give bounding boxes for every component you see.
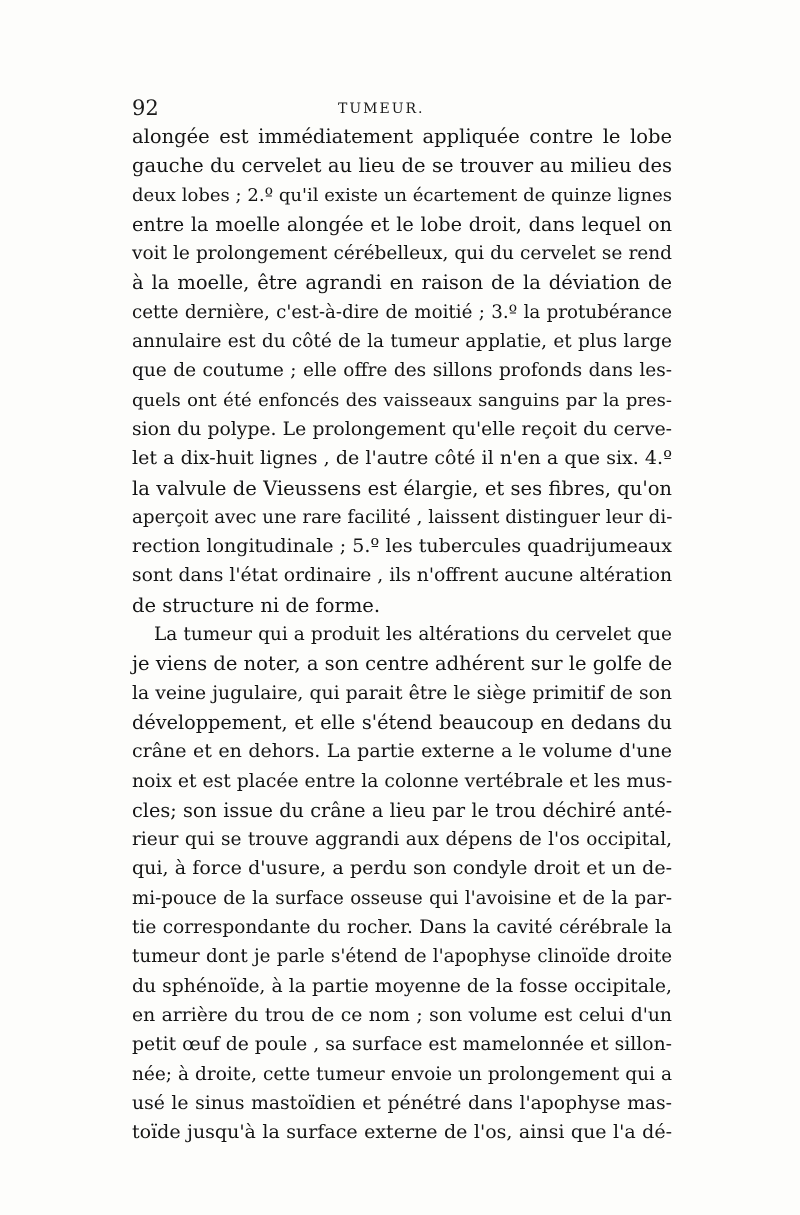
text-line: noix et est placée entre la colonne vertébrale et les mus- — [132, 770, 673, 792]
paragraph-start-line: La tumeur qui a produit les altérations du cervelet que — [154, 624, 672, 646]
page-number: 92 — [132, 96, 159, 120]
text-line: crâne et en dehors. La partie externe a le volume d'une — [132, 740, 672, 763]
text-line: usé le sinus mastoïdien et pénétré dans l'apophyse mas- — [132, 1092, 672, 1114]
text-line: alongée est immédiatement appliquée contre le lobe — [132, 125, 672, 148]
text-line: toïde jusqu'à la surface externe de l'os, ainsi que l'a dé- — [132, 1121, 672, 1144]
text-line: rieur qui se trouve aggrandi aux dépens de l'os occipital, — [132, 829, 672, 851]
text-line: mi-pouce de la surface osseuse qui l'avoisine et de la par- — [132, 887, 672, 909]
text-line: petit œuf de poule , sa surface est mamelonnée et sillon- — [132, 1034, 672, 1056]
text-line: deux lobes ; 2.º qu'il existe un écartement de quinze lignes — [132, 184, 672, 206]
text-line: voit le prolongement cérébelleux, qui du cervelet se rend — [132, 243, 672, 265]
text-line: à la moelle, être agrandi en raison de la déviation de — [132, 271, 672, 295]
text-line: gauche du cervelet au lieu de se trouver au milieu des — [132, 154, 672, 178]
text-line: aperçoit avec une rare facilité , laissent distinguer leur di- — [132, 506, 673, 528]
text-line: sont dans l'état ordinaire , ils n'offrent aucune altération — [132, 565, 673, 587]
page-header — [132, 96, 672, 120]
text-line: du sphénoïde, à la partie moyenne de la fosse occipitale, — [132, 975, 672, 997]
text-line: développement, et elle s'étend beaucoup en dedans du — [132, 710, 672, 734]
text-line: en arrière du trou de ce nom ; son volume est celui d'un — [132, 1004, 672, 1026]
text-line: rection longitudinale ; 5.º les tubercules quadrijumeaux — [132, 535, 672, 558]
text-line: let a dix-huit lignes , de l'autre côté il n'en a que six. 4.º — [132, 447, 672, 470]
text-line: qui, à force d'usure, a perdu son condyle droit et un de- — [132, 857, 672, 880]
text-line: annulaire est du côté de la tumeur applatie, et plus large — [132, 331, 672, 353]
text-line: sion du polype. Le prolongement qu'elle reçoit du cerve- — [132, 418, 672, 440]
text-line: quels ont été enfoncés des vaisseaux sanguins par la pres- — [132, 389, 672, 411]
text-line: tumeur dont je parle s'étend de l'apophyse clinoïde droite — [132, 946, 672, 968]
paragraph-end-line: de structure ni de forme. — [132, 593, 381, 617]
text-line: tie correspondante du rocher. Dans la cavité cérébrale la — [132, 917, 672, 939]
text-line: la veine jugulaire, qui parait être le siège primitif de son — [132, 682, 672, 704]
text-line: la valvule de Vieussens est élargie, et ses fibres, qu'on — [132, 476, 672, 500]
text-line: entre la moelle alongée et le lobe droit, dans lequel on — [132, 212, 672, 236]
text-line: née; à droite, cette tumeur envoie un prolongement qui a — [132, 1063, 672, 1085]
text-line: que de coutume ; elle offre des sillons profonds dans les- — [132, 360, 672, 382]
text-line: cette dernière, c'est-à-dire de moitié ; 3.º la protubérance — [132, 301, 672, 323]
body-text — [132, 122, 672, 1147]
text-line: cles; son issue du crâne a lieu par le trou déchiré anté- — [132, 798, 672, 822]
running-title: TUMEUR. — [338, 101, 425, 117]
text-line: je viens de noter, a son centre adhérent sur le golfe de — [132, 652, 673, 676]
